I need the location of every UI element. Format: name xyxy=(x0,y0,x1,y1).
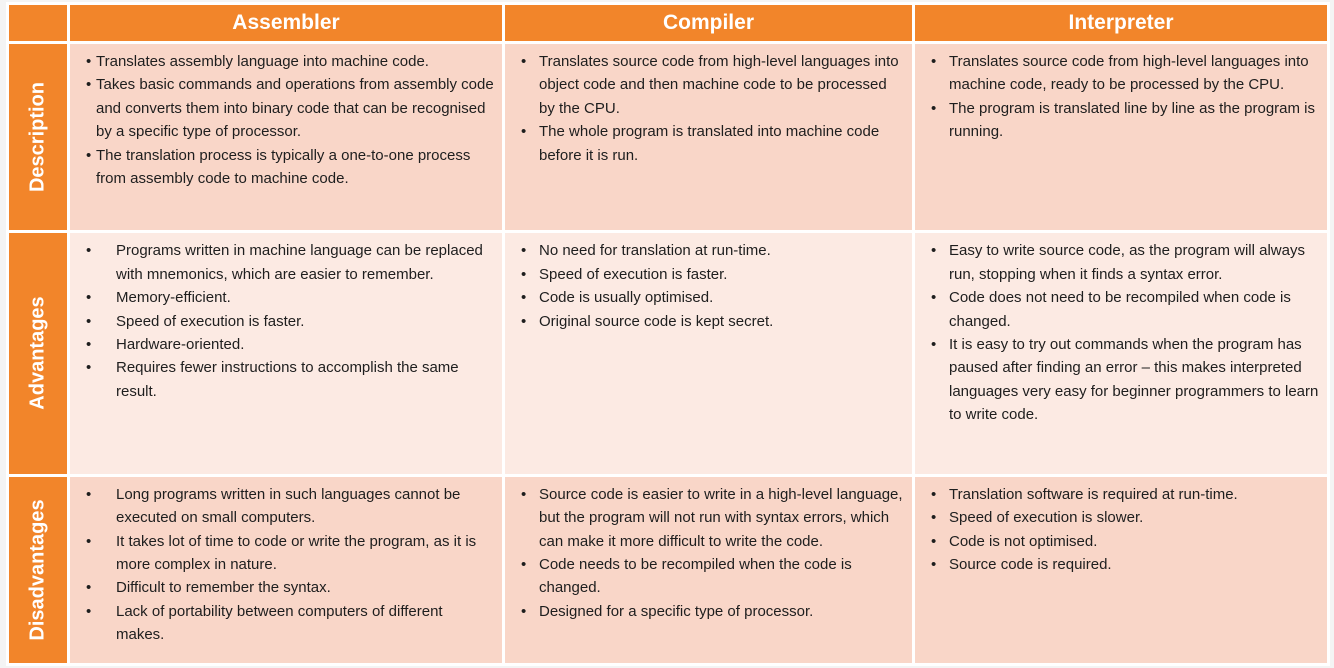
header-compiler: Compiler xyxy=(505,5,912,41)
header-interpreter: Interpreter xyxy=(915,5,1327,41)
row-label-cell-disadvantages xyxy=(9,477,67,663)
bullet-item: • Source code is easier to write in a high-level language, but the program will not run with syntax errors, which can make it more difficult to write the code. xyxy=(511,483,904,553)
bullet-item: • Designed for a specific type of processor. xyxy=(511,600,904,623)
cell-advantages-assembler xyxy=(70,233,502,473)
bullet-item: • Original source code is kept secret. xyxy=(511,310,904,333)
cell-advantages-compiler xyxy=(505,233,912,473)
row-label-cell-description xyxy=(9,44,67,230)
bullet-item: • Speed of execution is slower. xyxy=(921,506,1319,529)
row-label-cell-advantages xyxy=(9,233,67,473)
bullet-item: • Easy to write source code, as the program will always run, stopping when it finds a syntax error. xyxy=(921,239,1319,286)
cell-advantages-interpreter xyxy=(915,233,1327,473)
bullet-item: • Memory-efficient. xyxy=(76,286,494,309)
bullet-item: • Code does not need to be recompiled when code is changed. xyxy=(921,286,1319,333)
cell-description-interpreter xyxy=(915,44,1327,230)
comparison-table-wrapper xyxy=(6,2,1328,666)
bullet-list xyxy=(921,239,1319,426)
bullet-item: • Requires fewer instructions to accomplish the same result. xyxy=(76,356,494,403)
bullet-list xyxy=(76,239,494,403)
bullet-item: • Difficult to remember the syntax. xyxy=(76,576,494,599)
bullet-item: • Speed of execution is faster. xyxy=(511,263,904,286)
bullet-item: • Programs written in machine language can be replaced with mnemonics, which are easier to remember. xyxy=(76,239,494,286)
bullet-item: • Translation software is required at run-time. xyxy=(921,483,1319,506)
row-disadvantages xyxy=(9,477,1327,663)
bullet-item: • The translation process is typically a one-to-one process from assembly code to machine code. xyxy=(76,144,494,191)
bullet-item: • It is easy to try out commands when the program has paused after finding an error – this makes interpreted languages very easy for beginner programmers to learn to write code. xyxy=(921,333,1319,427)
bullet-list xyxy=(511,50,904,167)
bullet-item: • Translates assembly language into machine code. xyxy=(76,50,494,73)
header-row xyxy=(9,5,1327,41)
header-assembler: Assembler xyxy=(70,5,502,41)
bullet-item: • No need for translation at run-time. xyxy=(511,239,904,262)
bullet-item: • Long programs written in such languages cannot be executed on small computers. xyxy=(76,483,494,530)
bullet-item: • Translates source code from high-level languages into machine code, ready to be processed by the CPU. xyxy=(921,50,1319,97)
bullet-item: • Code needs to be recompiled when the code is changed. xyxy=(511,553,904,600)
comparison-table xyxy=(6,2,1330,666)
bullet-item: • Translates source code from high-level languages into object code and then machine code to be processed by the CPU. xyxy=(511,50,904,120)
cell-description-assembler xyxy=(70,44,502,230)
bullet-item: • Source code is required. xyxy=(921,553,1319,576)
cell-description-compiler xyxy=(505,44,912,230)
bullet-list xyxy=(921,483,1319,577)
bullet-list xyxy=(76,483,494,647)
bullet-list xyxy=(511,239,904,333)
row-label-description: Description xyxy=(26,82,49,193)
bullet-list xyxy=(921,50,1319,144)
bullet-item: • Hardware-oriented. xyxy=(76,333,494,356)
bullet-item: • It takes lot of time to code or write the program, as it is more complex in nature. xyxy=(76,530,494,577)
bullet-list xyxy=(76,50,494,190)
row-label-advantages: Advantages xyxy=(26,296,49,411)
bullet-item: • The program is translated line by line as the program is running. xyxy=(921,97,1319,144)
cell-disadvantages-compiler xyxy=(505,477,912,663)
corner-cell xyxy=(9,5,67,41)
row-description xyxy=(9,44,1327,230)
bullet-item: • Takes basic commands and operations from assembly code and converts them into binary code that can be recognised by a specific type of processor. xyxy=(76,73,494,143)
row-label-disadvantages: Disadvantages xyxy=(26,499,49,641)
cell-disadvantages-interpreter xyxy=(915,477,1327,663)
bullet-item: • The whole program is translated into machine code before it is run. xyxy=(511,120,904,167)
cell-disadvantages-assembler xyxy=(70,477,502,663)
row-advantages xyxy=(9,233,1327,473)
bullet-item: • Speed of execution is faster. xyxy=(76,310,494,333)
bullet-item: • Lack of portability between computers of different makes. xyxy=(76,600,494,647)
bullet-item: • Code is not optimised. xyxy=(921,530,1319,553)
bullet-item: • Code is usually optimised. xyxy=(511,286,904,309)
bullet-list xyxy=(511,483,904,623)
